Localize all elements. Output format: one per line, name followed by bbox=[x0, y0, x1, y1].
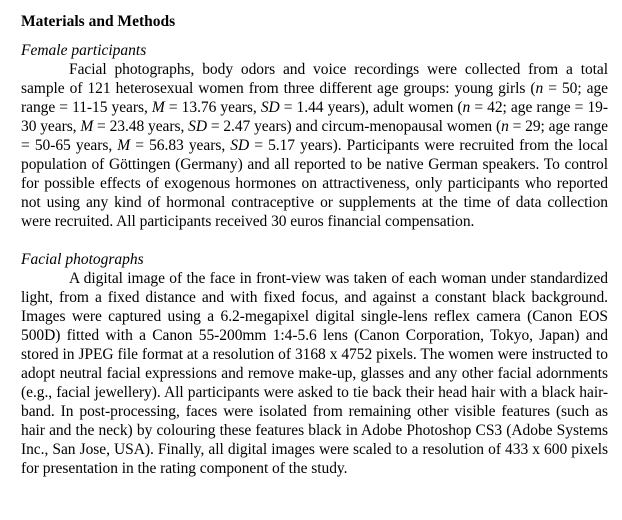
text-run: = 2.47 years) and circum-menopausal women ( bbox=[206, 118, 502, 135]
text-run: = 42; age range = 19-30 years, bbox=[21, 99, 608, 135]
text-run: = 1.44 years), adult women ( bbox=[279, 99, 463, 116]
text-run: A digital image of the face in front-view was taken of each woman under standardized light, from a fixed distance and with fixed focus, and against a constant black background. Images were captured using a 6.2-megapixel digital single-lens reflex camera (Canon EOS 500D) fitted with a Canon 55-200mm 1:4-5.6 lens (Canon Corporation, Tokyo, Japan) and stored in JPEG file format at a resolution of 3168 x 4752 pixels. The women were instructed to adopt neutral facial expressions and remove make-up, glasses and any other facial adornments (e.g., facial jewellery). All participants were asked to tie back their head hair with a black hair-band. In post-processing, faces were isolated from remaining other visible features (such as hair and the neck) by colouring these features black in Adobe Photoshop CS3 (Adobe Systems Inc., San Jose, USA). Finally, all digital images were scaled to a resolution of 433 x 600 pixels for presentation in the rating component of the study. bbox=[21, 270, 608, 477]
text-run: Facial photographs, body odors and voice recordings were collected from a total sample of 121 heterosexual women from three different age groups: young girls ( bbox=[21, 61, 608, 97]
subsection-female-participants bbox=[21, 41, 608, 231]
italic-symbol: SD bbox=[260, 99, 280, 116]
subsection-heading: Facial photographs bbox=[21, 251, 144, 268]
italic-symbol: n bbox=[535, 80, 544, 97]
italic-symbol: n bbox=[462, 99, 471, 116]
text-run: = 56.83 years, bbox=[130, 137, 231, 154]
paragraph bbox=[21, 60, 608, 231]
text-run: = 5.17 years). Participants were recruited from the local population of Göttingen (Germany) and all reported to be native German speakers. To control for possible effects of exogenous hormones on attractiveness, only participants who reported not using any kind of hormonal contraceptive or supplements at the time of data collection were recruited. All participants received 30 euros financial compensation. bbox=[21, 137, 609, 230]
subsection-facial-photographs bbox=[21, 250, 608, 478]
italic-symbol: n bbox=[501, 118, 509, 135]
italic-symbol: SD bbox=[230, 137, 250, 154]
subsection-heading: Female participants bbox=[21, 42, 147, 59]
text-run: = 13.76 years, bbox=[164, 99, 261, 116]
italic-symbol: M bbox=[80, 118, 94, 135]
paragraph bbox=[21, 269, 608, 478]
section-title: Materials and Methods bbox=[21, 13, 176, 30]
text-run: = 29; age range = 50-65 years, bbox=[21, 118, 608, 154]
text-run: = 50; age range = 11-15 years, bbox=[21, 80, 609, 116]
italic-symbol: SD bbox=[188, 118, 207, 135]
text-run: = 23.48 years, bbox=[93, 118, 189, 135]
italic-symbol: M bbox=[117, 137, 131, 154]
italic-symbol: M bbox=[151, 99, 165, 116]
